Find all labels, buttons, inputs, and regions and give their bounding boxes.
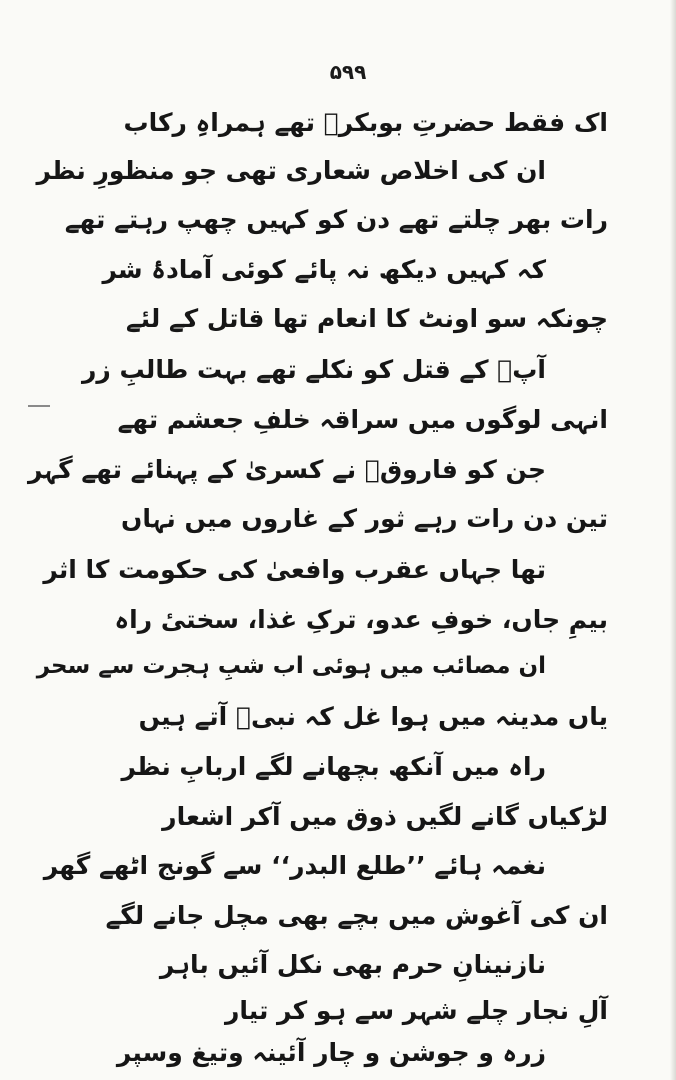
verse-line-5: چونکہ سو اونٹ کا انعام تھا قاتل کے لئے — [126, 304, 608, 333]
verse-line-12: ان مصائب میں ہوئی اب شبِ ہجرت سے سحر — [36, 653, 546, 679]
verse-line-10: تھا جہاں عقرب وافعیٰ کی حکومت کا اثر — [43, 555, 546, 584]
verse-line-15: لڑکیاں گانے لگیں ذوق میں آکر اشعار — [162, 802, 608, 831]
verse-line-3: رات بھر چلتے تھے دن کو کہیں چھپ رہتے تھے — [64, 205, 608, 234]
verse-line-16: نغمہ ہائے ’’طلع البدر‘‘ سے گونج اٹھے گھر — [43, 851, 546, 880]
verse-line-19: آلِ نجار چلے شہر سے ہو کر تیار — [224, 996, 608, 1025]
verse-line-1: اک فقط حضرتِ بوبکرؓ تھے ہمراہِ رکاب — [123, 108, 608, 137]
stray-ink-mark — [28, 405, 50, 407]
verse-line-2: ان کی اخلاص شعاری تھی جو منظورِ نظر — [36, 156, 546, 185]
verse-line-9: تین دن رات رہے ثور کے غاروں میں نہاں — [121, 504, 608, 533]
verse-line-17: ان کی آغوش میں بچے بھی مچل جانے لگے — [105, 901, 608, 930]
verse-line-8: جن کو فاروقؓ نے کسریٰ کے پہنائے تھے گہر — [27, 455, 546, 484]
verse-line-13: یاں مدینہ میں ہوا غل کہ نبیؐ آتے ہیں — [138, 702, 608, 731]
verse-line-11: بیمِ جاں، خوفِ عدو، ترکِ غذا، سختیٔ راہ — [114, 605, 608, 634]
verse-line-6: آپؐ کے قتل کو نکلے تھے بہت طالبِ زر — [81, 355, 546, 384]
verse-line-7: انہی لوگوں میں سراقہ خلفِ جعشم تھے — [117, 405, 608, 434]
verse-line-4: کہ کہیں دیکھ نہ پائے کوئی آمادۂ شر — [102, 255, 546, 284]
verse-line-14: راہ میں آنکھ بچھانے لگے اربابِ نظر — [121, 752, 546, 781]
verse-line-18: نازنینانِ حرم بھی نکل آئیں باہر — [159, 950, 546, 979]
verse-line-20: زرہ و جوشن و چار آئینہ وتیغ وسپر — [116, 1038, 546, 1067]
page-number: ۵۹۹ — [329, 60, 367, 84]
page-edge-shadow — [670, 0, 676, 1080]
